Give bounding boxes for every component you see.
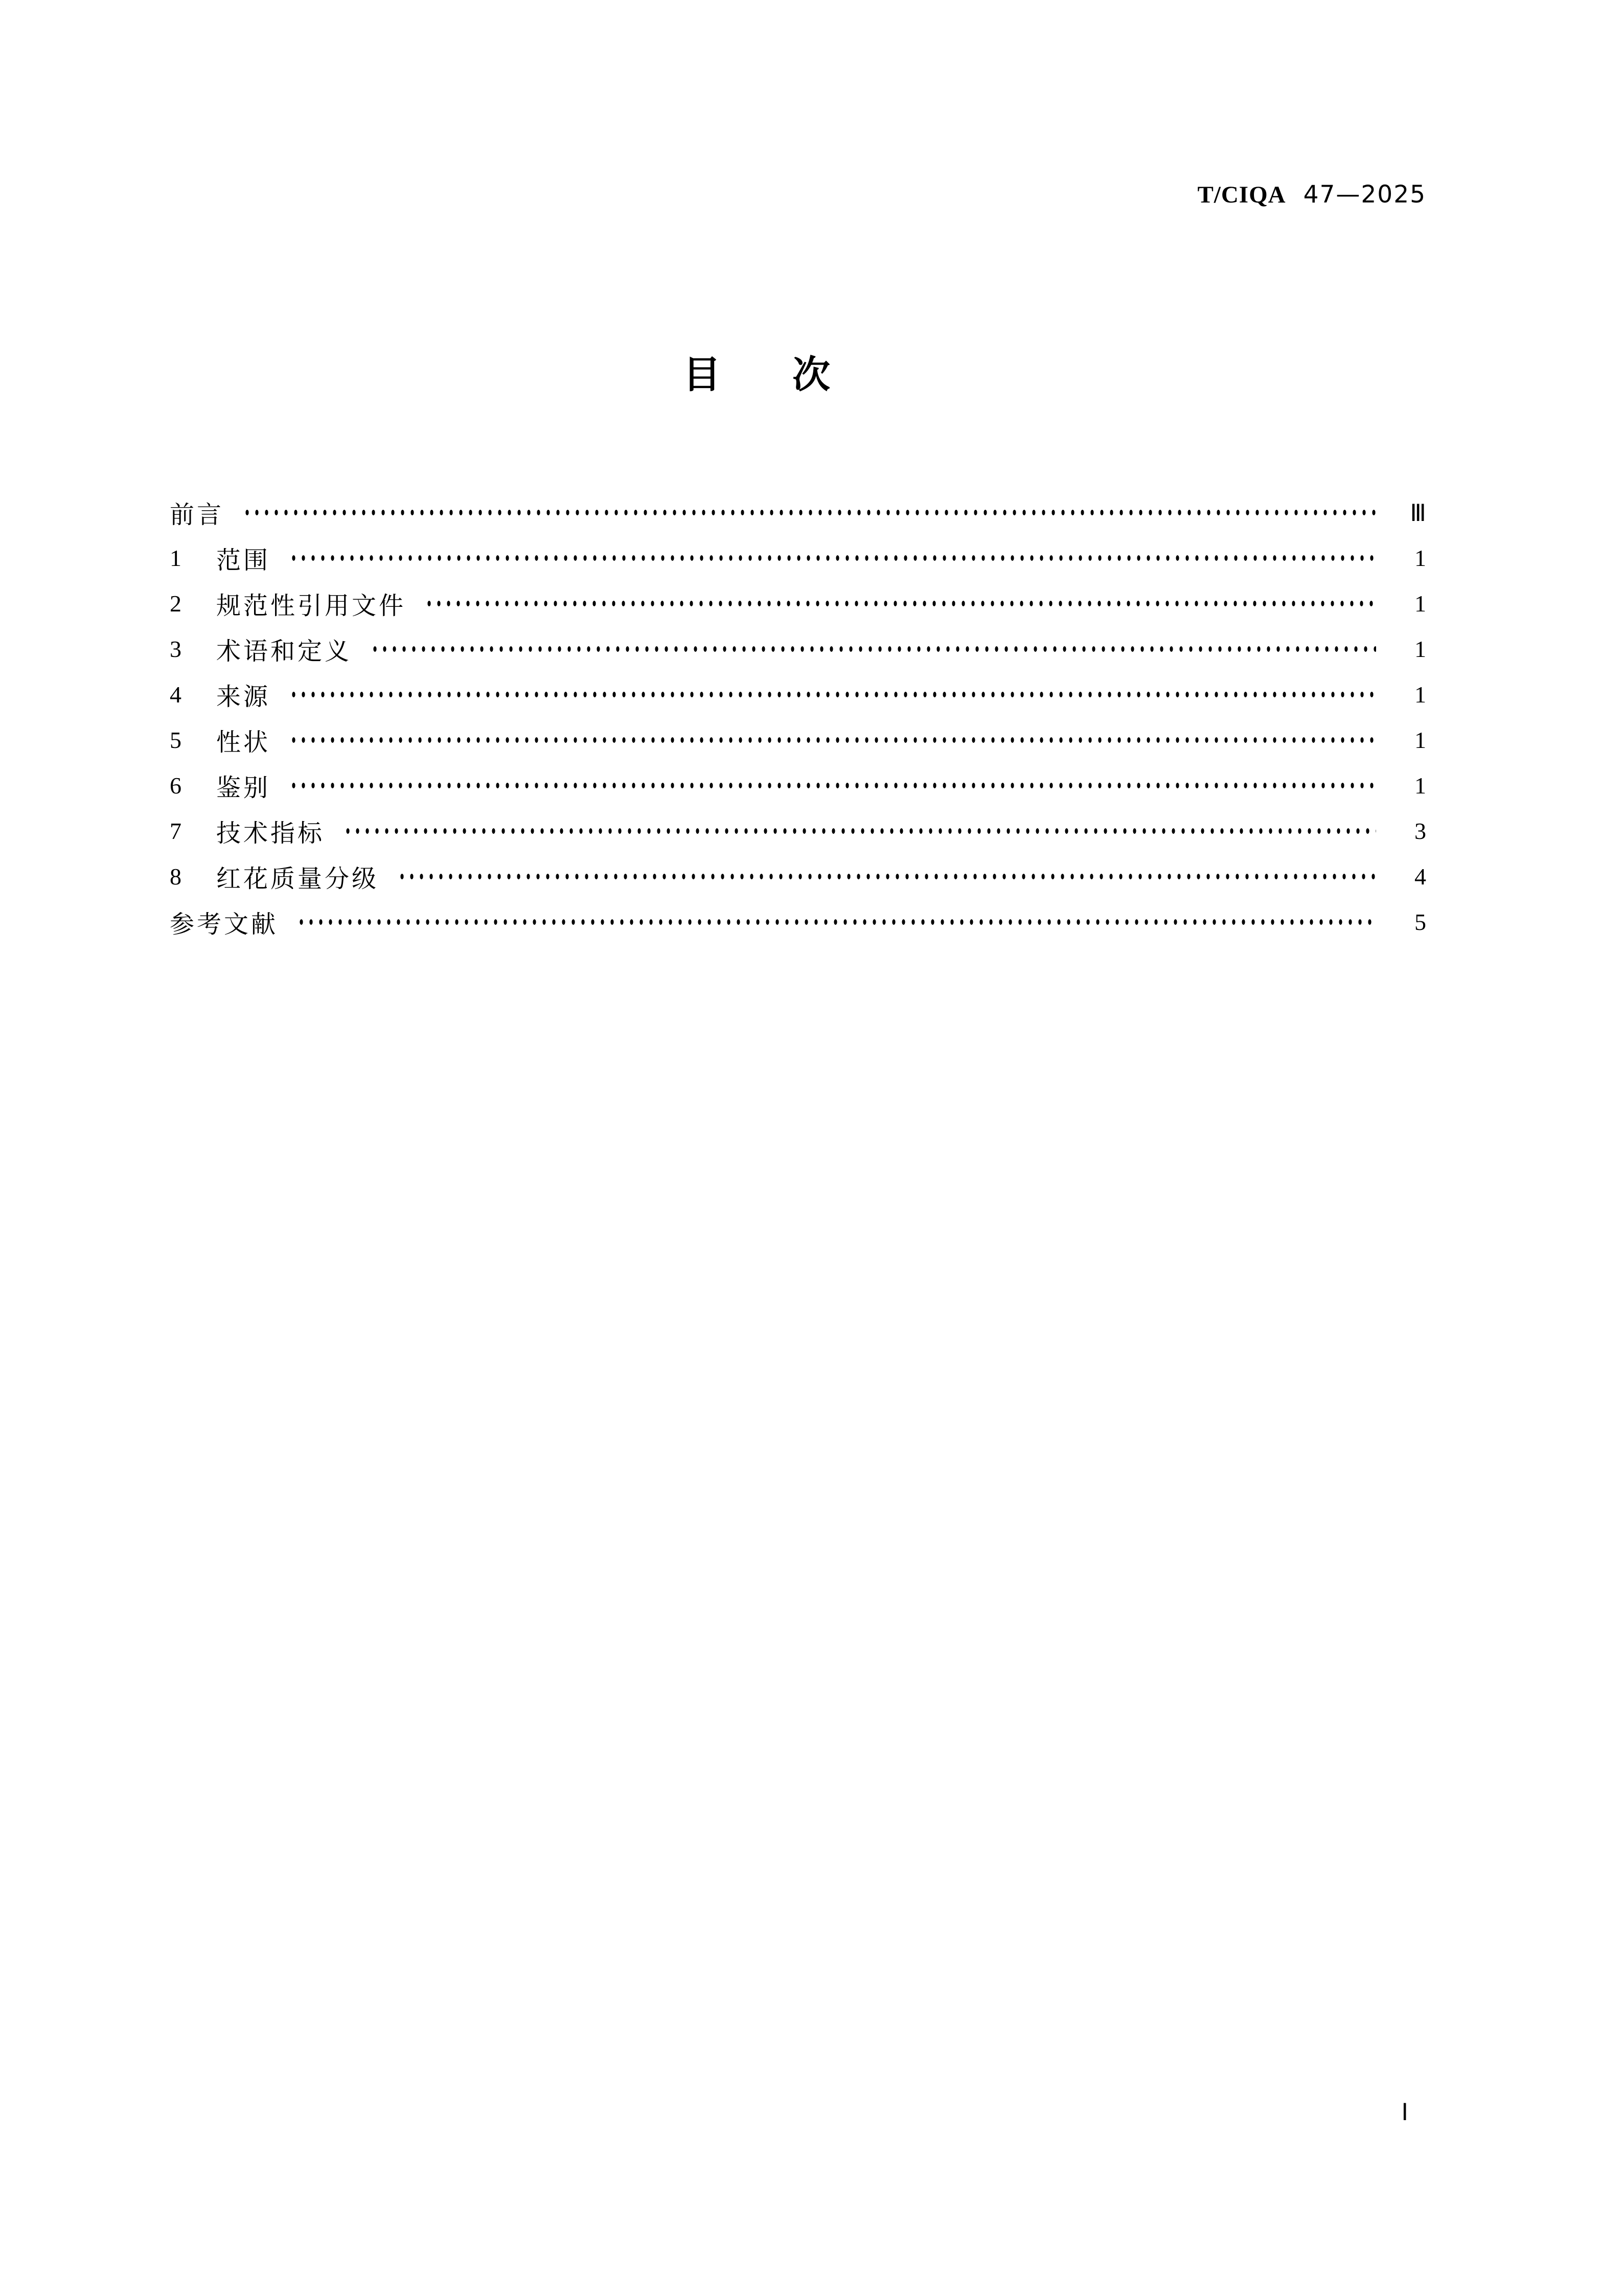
toc-entry[interactable] bbox=[170, 490, 1426, 535]
toc-entry[interactable] bbox=[170, 899, 1426, 945]
toc-entry-label: 来源 bbox=[216, 684, 271, 711]
toc-entry[interactable] bbox=[170, 535, 1426, 581]
toc-entry-page: 1 bbox=[1414, 636, 1426, 662]
toc-entry-label: 鉴别 bbox=[216, 775, 271, 802]
toc-dot-leader bbox=[289, 717, 1376, 763]
toc-entry[interactable] bbox=[170, 717, 1426, 763]
toc-entry-number: 2 bbox=[170, 590, 181, 617]
standard-code-prefix: T/CIQA bbox=[1197, 181, 1286, 208]
toc-entry-page: 1 bbox=[1414, 727, 1426, 753]
toc-dot-leader bbox=[424, 581, 1376, 626]
toc-entry-label: 规范性引用文件 bbox=[216, 593, 406, 620]
toc-entry-label: 术语和定义 bbox=[216, 638, 352, 665]
standard-code-number: 47—2025 bbox=[1303, 180, 1426, 209]
toc-entry-page: 1 bbox=[1414, 545, 1426, 571]
page-title-char-left: 目 bbox=[683, 353, 721, 397]
toc-dot-leader bbox=[242, 490, 1376, 535]
toc-dot-leader bbox=[296, 899, 1376, 945]
toc-dot-leader bbox=[343, 808, 1376, 854]
toc-entry-label: 前言 bbox=[170, 502, 224, 529]
toc-entry[interactable] bbox=[170, 808, 1426, 854]
toc-entry-number: 1 bbox=[170, 545, 181, 571]
toc-entry-label: 范围 bbox=[216, 547, 271, 574]
toc-entry-number: 4 bbox=[170, 681, 181, 708]
toc-entry-label: 参考文献 bbox=[170, 911, 279, 938]
standard-code bbox=[1197, 181, 1426, 209]
toc-entry-page: 1 bbox=[1414, 772, 1426, 799]
toc-entry[interactable] bbox=[170, 581, 1426, 626]
toc-entry-label: 红花质量分级 bbox=[216, 866, 379, 893]
toc-entry-page: 1 bbox=[1414, 681, 1426, 708]
toc-entry[interactable] bbox=[170, 626, 1426, 672]
toc-entry-page: Ⅲ bbox=[1410, 499, 1426, 526]
toc-entry-label: 技术指标 bbox=[216, 820, 325, 847]
toc-entry-page: 3 bbox=[1414, 818, 1426, 844]
toc-dot-leader bbox=[289, 672, 1376, 717]
toc-dot-leader bbox=[289, 535, 1376, 581]
toc-dot-leader bbox=[370, 626, 1376, 672]
toc-entry[interactable] bbox=[170, 854, 1426, 899]
toc-entry-page: 5 bbox=[1414, 909, 1426, 935]
table-of-contents bbox=[170, 490, 1426, 945]
page-title bbox=[683, 354, 830, 396]
toc-entry[interactable] bbox=[170, 672, 1426, 717]
toc-entry[interactable] bbox=[170, 763, 1426, 808]
toc-dot-leader bbox=[397, 854, 1376, 899]
page-number: Ⅰ bbox=[1401, 2099, 1408, 2125]
toc-entry-number: 7 bbox=[170, 818, 181, 844]
toc-entry-label: 性状 bbox=[216, 729, 271, 756]
toc-entry-number: 5 bbox=[170, 727, 181, 753]
toc-entry-page: 4 bbox=[1414, 863, 1426, 890]
toc-dot-leader bbox=[289, 763, 1376, 808]
toc-entry-number: 6 bbox=[170, 772, 181, 799]
toc-entry-page: 1 bbox=[1414, 590, 1426, 617]
toc-entry-number: 8 bbox=[170, 863, 181, 890]
page-title-char-right: 次 bbox=[792, 353, 830, 397]
toc-entry-number: 3 bbox=[170, 636, 181, 662]
